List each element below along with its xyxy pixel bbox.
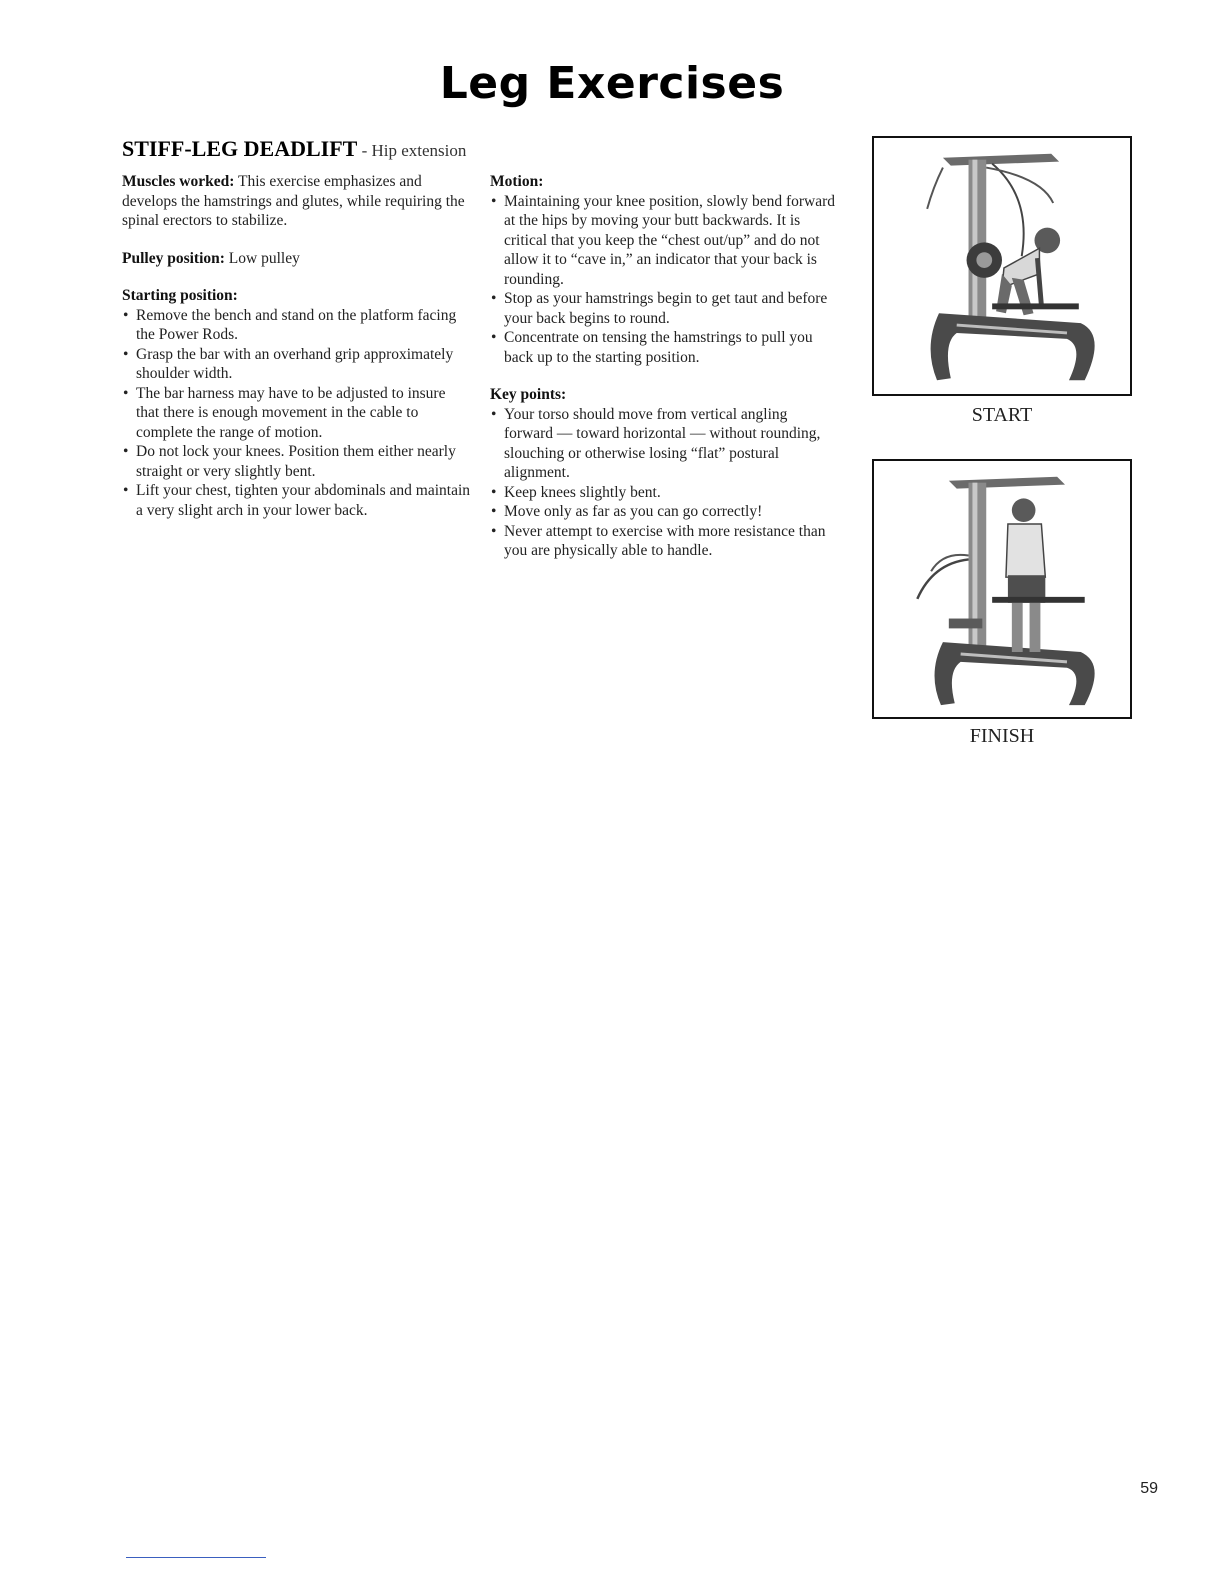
start-position-photo	[872, 136, 1132, 396]
pulley-position-text: Low pulley	[224, 249, 300, 267]
list-item: • Grasp the bar with an overhand grip approximately shoulder width.	[122, 345, 472, 384]
finish-position-photo	[872, 459, 1132, 719]
start-illustration	[874, 138, 1130, 394]
list-item: • Move only as far as you can go correctly!	[490, 502, 840, 522]
muscles-worked-text: This exercise emphasizes and develops the hamstrings and glutes, while requiring the spinal erectors to stabilize.	[122, 173, 465, 229]
key-points-section	[490, 385, 840, 561]
exercise-heading	[122, 136, 466, 162]
list-item: • Maintaining your knee position, slowly bend forward at the hips by moving your butt backwards. It is critical that you keep the “chest out/up” and do not allow it to “cave in,” an indicator that your back is rounding.	[490, 192, 840, 290]
list-item: • Lift your chest, tighten your abdominals and maintain a very slight arch in your lower back.	[122, 481, 472, 520]
exercise-name: STIFF-LEG DEADLIFT	[122, 136, 358, 161]
list-item: • Concentrate on tensing the hamstrings to pull you back up to the starting position.	[490, 328, 840, 367]
footer-rule	[126, 1557, 266, 1558]
list-item: • Do not lock your knees. Position them either nearly straight or very slightly bent.	[122, 442, 472, 481]
pulley-position-label: Pulley position:	[122, 249, 225, 267]
key-points-list	[490, 405, 840, 561]
list-item: • Remove the bench and stand on the platform facing the Power Rods.	[122, 306, 472, 345]
muscles-worked-label: Muscles worked:	[122, 173, 235, 190]
motion-section	[490, 172, 840, 367]
starting-position-list	[122, 306, 472, 521]
exercise-subtitle: - Hip extension	[357, 141, 467, 160]
key-points-label: Key points:	[490, 386, 567, 403]
page-number: 59	[1140, 1480, 1158, 1497]
list-item: • The bar harness may have to be adjusted to insure that there is enough movement in the cable to complete the range of motion.	[122, 384, 472, 443]
list-item: • Never attempt to exercise with more resistance than you are physically able to handle.	[490, 522, 840, 561]
list-item: • Keep knees slightly bent.	[490, 483, 840, 503]
list-item: • Stop as your hamstrings begin to get taut and before your back begins to round.	[490, 289, 840, 328]
middle-column	[490, 172, 840, 579]
left-column	[122, 172, 472, 538]
starting-position-section	[122, 286, 472, 520]
starting-position-label: Starting position:	[122, 287, 238, 304]
motion-label: Motion:	[490, 173, 544, 190]
finish-illustration	[874, 461, 1130, 717]
list-item: • Your torso should move from vertical angling forward — toward horizontal — without rounding, slouching or otherwise losing “flat” postural alignment.	[490, 405, 840, 483]
muscles-worked-section	[122, 172, 472, 231]
page-title: Leg Exercises	[439, 58, 785, 109]
start-caption: START	[971, 404, 1033, 426]
finish-caption: FINISH	[969, 725, 1035, 747]
motion-list	[490, 192, 840, 368]
pulley-position-section	[122, 249, 472, 269]
